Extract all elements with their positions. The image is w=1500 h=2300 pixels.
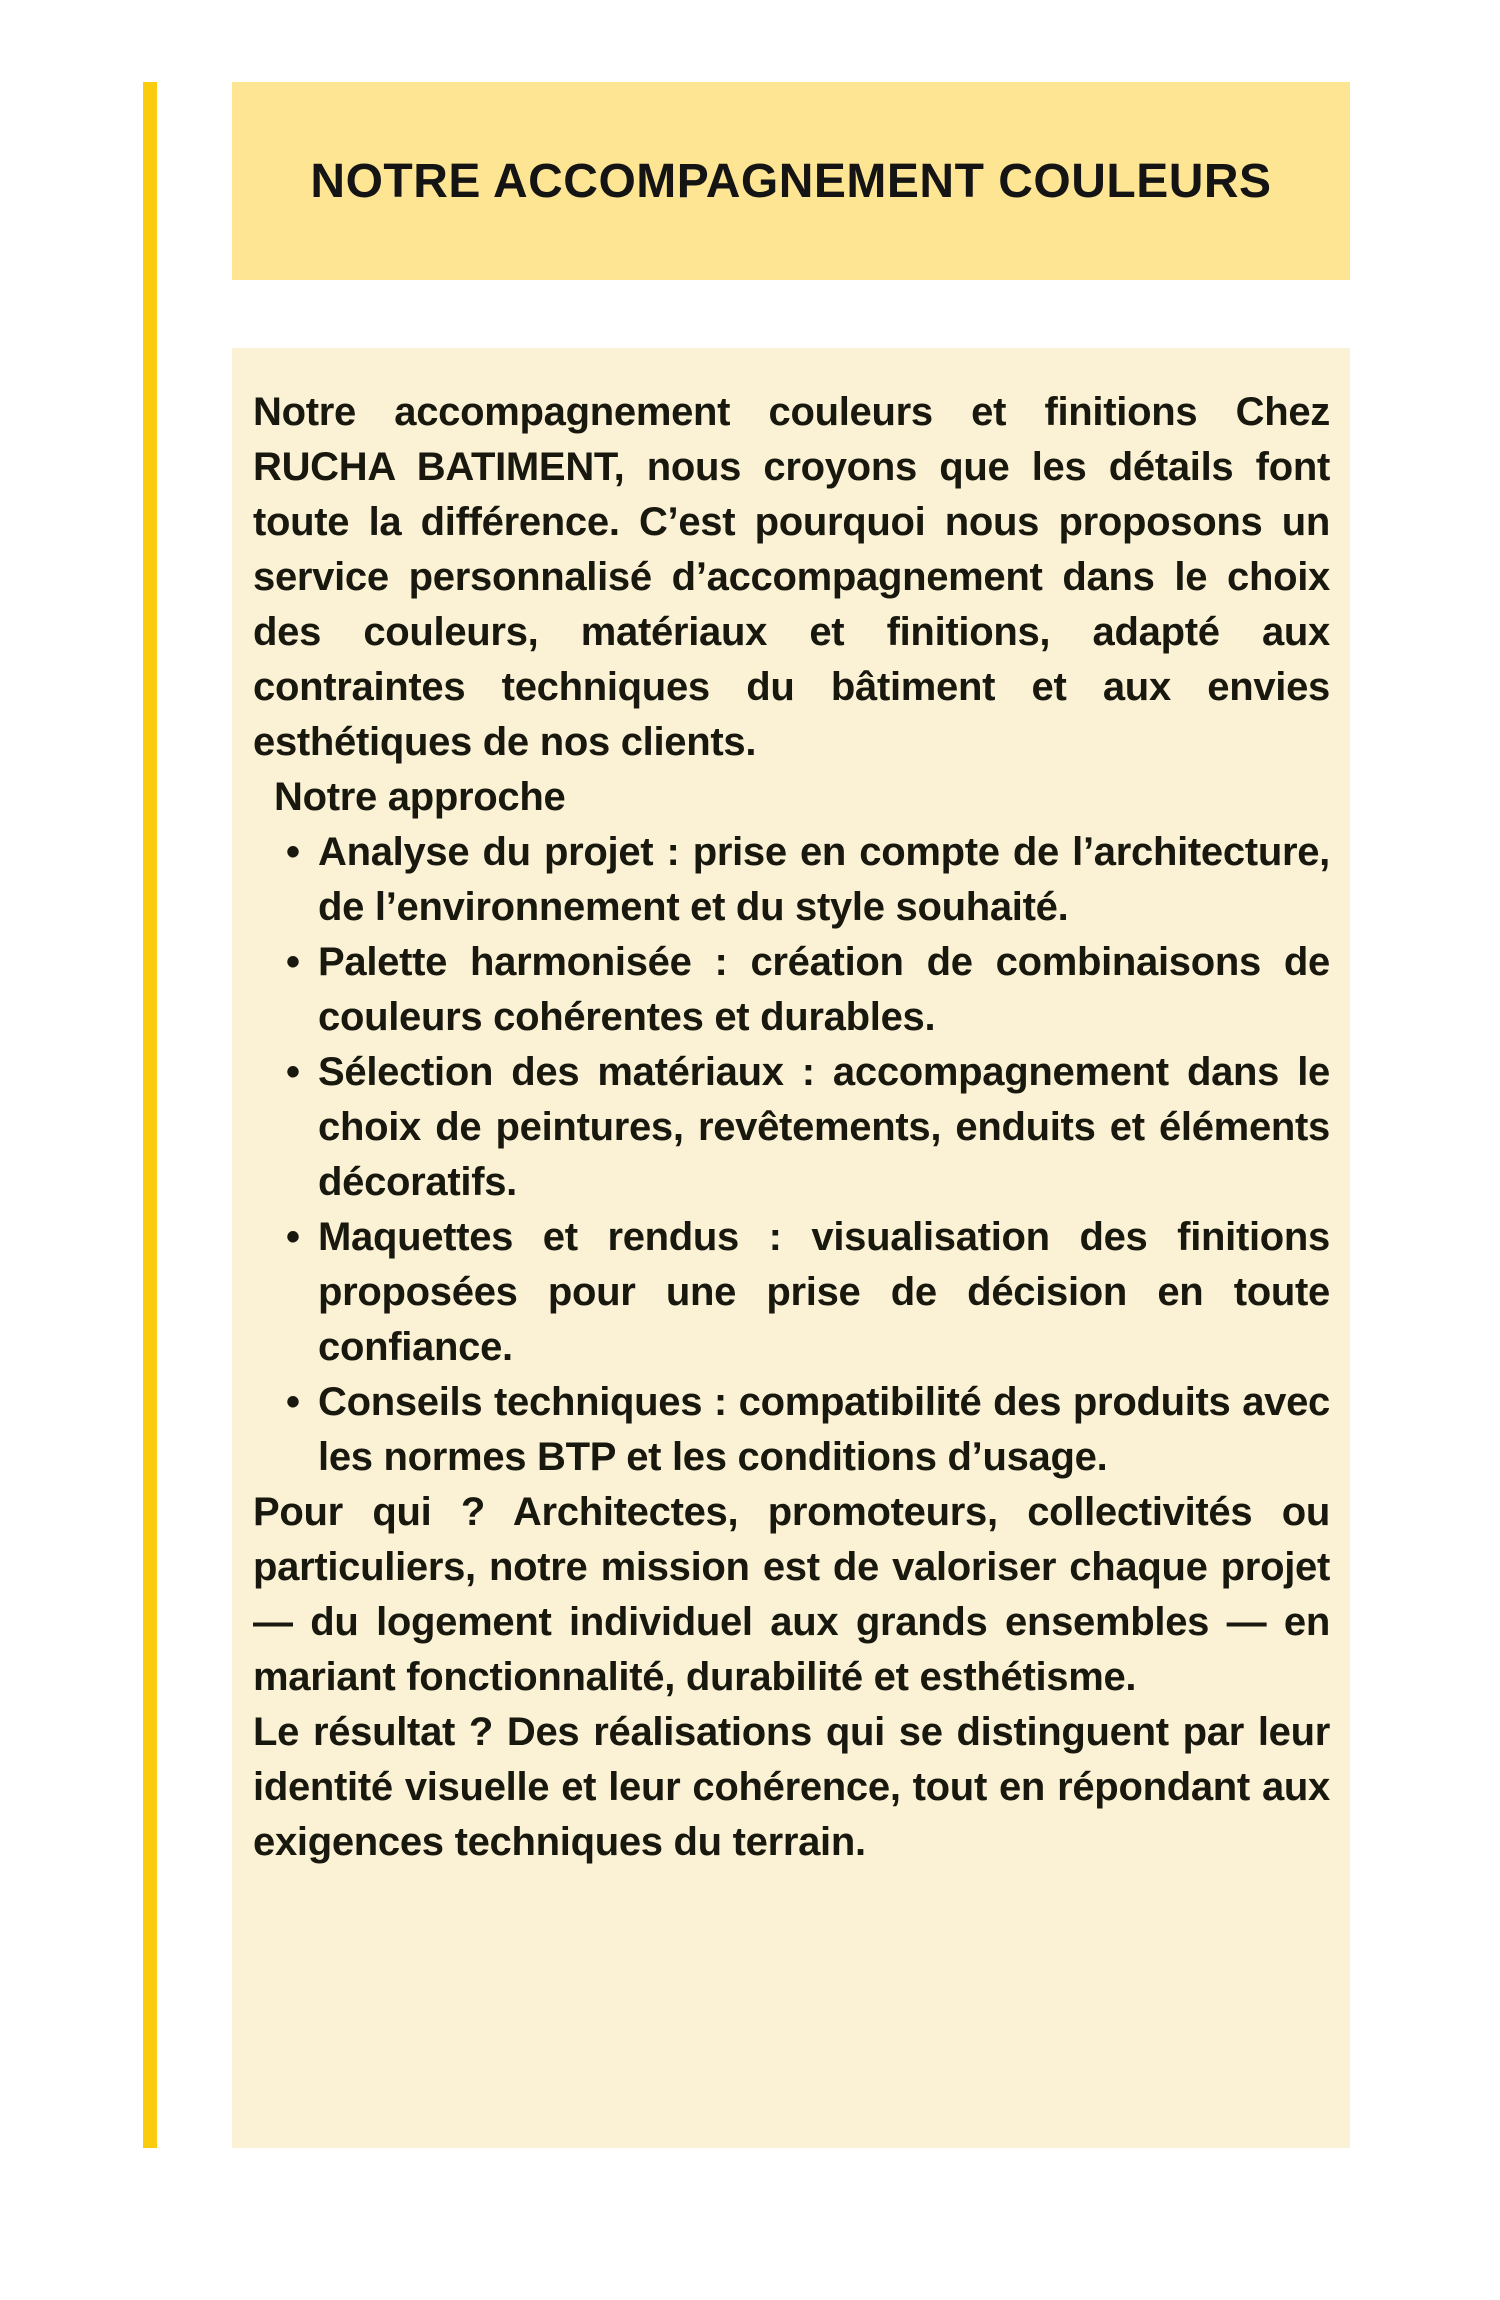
pour-qui-paragraph: Pour qui ? Architectes, promoteurs, collectivités ou particuliers, notre mission est de valoriser chaque projet — du logement individuel aux grands ensembles — en mariant fonctionnalité, durabilité et esthétisme. <box>253 1490 1330 1699</box>
bullet-icon: • <box>286 1380 300 1424</box>
list-item-text: Conseils techniques : compatibilité des produits avec les normes BTP et les conditions d’usage. <box>318 1380 1330 1479</box>
list-item-analyse <box>253 825 1330 935</box>
bullet-icon: • <box>286 1215 300 1259</box>
list-item-maquettes <box>253 1210 1330 1375</box>
left-accent-bar <box>143 82 157 2148</box>
page-title: NOTRE ACCOMPAGNEMENT COULEURS <box>310 154 1272 208</box>
content-panel <box>232 348 1350 2148</box>
bullet-icon: • <box>286 830 300 874</box>
list-item-text: Palette harmonisée : création de combinaisons de couleurs cohérentes et durables. <box>318 940 1330 1039</box>
list-item-selection <box>253 1045 1330 1210</box>
approach-list <box>253 825 1330 1485</box>
intro-paragraph: Notre accompagnement couleurs et finitions Chez RUCHA BATIMENT, nous croyons que les détails font toute la différence. C’est pourquoi nous proposons un service personnalisé d’accompagnement dans le choix des couleurs, matériaux et finitions, adapté aux contraintes techniques du bâtiment et aux envies esthétiques de nos clients. <box>253 390 1330 764</box>
resultat-paragraph: Le résultat ? Des réalisations qui se distinguent par leur identité visuelle et leur cohérence, tout en répondant aux exigences techniques du terrain. <box>253 1710 1330 1864</box>
list-item-palette <box>253 935 1330 1045</box>
approach-heading: Notre approche <box>274 775 566 819</box>
list-item-text: Analyse du projet : prise en compte de l’architecture, de l’environnement et du style souhaité. <box>318 830 1330 929</box>
list-item-conseils <box>253 1375 1330 1485</box>
list-item-text: Sélection des matériaux : accompagnement dans le choix de peintures, revêtements, enduits et éléments décoratifs. <box>318 1050 1330 1204</box>
list-item-text: Maquettes et rendus : visualisation des finitions proposées pour une prise de décision en toute confiance. <box>318 1215 1330 1369</box>
bullet-icon: • <box>286 940 300 984</box>
bullet-icon: • <box>286 1050 300 1094</box>
header-banner <box>232 82 1350 280</box>
